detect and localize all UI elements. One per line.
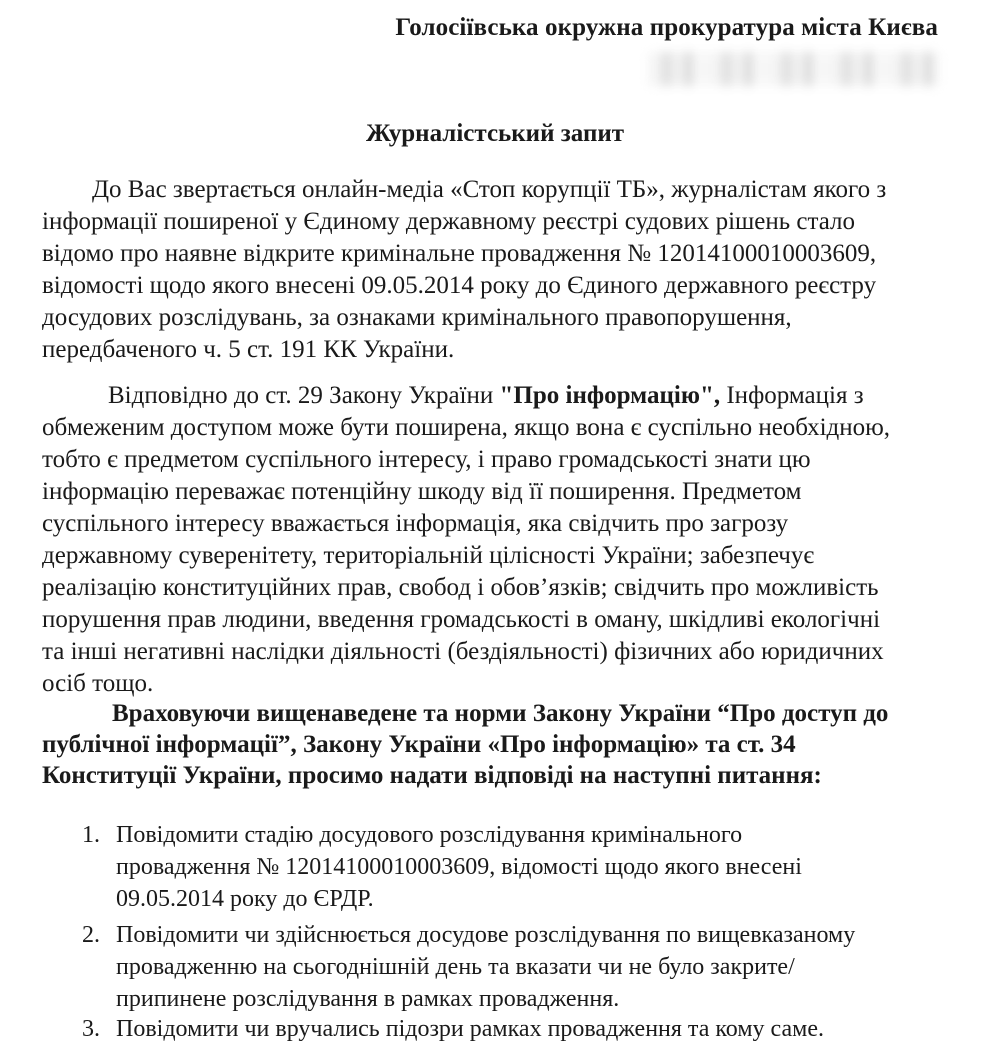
question-1-line-1: Повідомити стадію досудового розслідування кримінального <box>116 822 743 848</box>
question-1-line-3: 09.05.2014 року до ЄРДР. <box>116 886 374 912</box>
question-2-number: 2. <box>82 922 100 948</box>
redacted-area <box>648 52 940 86</box>
question-2-line-2: провадженню на сьогоднішній день та вказати чи не було закрите/ <box>116 954 795 980</box>
request-line-2: публічної інформації”, Закону України «Про інформацію» та ст. 34 <box>42 731 796 758</box>
p1-line-6: передбаченого ч. 5 ст. 191 КК України. <box>42 336 455 363</box>
p2-line-10: осіб тощо. <box>42 670 154 697</box>
p2-line-5: суспільного інтересу вважається інформація, яка свідчить про загрозу <box>42 510 789 537</box>
question-2-line-1: Повідомити чи здійснюється досудове розслідування по вищевказаному <box>116 922 856 948</box>
p1-line-4: відомості щодо якого внесені 09.05.2014 року до Єдиного державного реєстру <box>42 272 877 299</box>
p2-line-1-prefix: Відповідно до ст. 29 Закону України <box>108 382 500 409</box>
p1-line-5: досудових розслідувань, за ознаками кримінального правопорушення, <box>42 304 792 331</box>
question-1-number: 1. <box>82 822 100 848</box>
question-3-number: 3. <box>82 1016 100 1042</box>
addressee-header: Голосіївська окружна прокуратура міста Києва <box>395 14 938 41</box>
p2-line-6: державному суверенітету, територіальній цілісності України; забезпечує <box>42 542 815 569</box>
request-line-1: Враховуючи вищенаведене та норми Закону України “Про доступ до <box>112 700 889 727</box>
p2-law-title: "Про інформацію", <box>499 382 721 409</box>
p2-line-1 <box>108 382 864 410</box>
p2-line-1-suffix: Інформація з <box>720 382 864 409</box>
p2-line-2: обмеженим доступом може бути поширена, якщо вона є суспільно необхідною, <box>42 414 891 441</box>
question-3-line-1: Повідомити чи вручались підозри рамках провадження та кому саме. <box>116 1016 824 1042</box>
p2-line-7: реалізацію конституційних прав, свобод і обов’язків; свідчить про можливість <box>42 574 879 601</box>
p2-line-8: порушення прав людини, введення громадськості в оману, шкідливі екологічні <box>42 606 881 633</box>
p1-line-2: інформації поширеної у Єдиному державному реєстрі судових рішень стало <box>42 208 856 235</box>
p2-line-9: та інші негативні наслідки діяльності (бездіяльності) фізичних або юридичних <box>42 638 884 665</box>
p2-line-4: інформацію переважає потенційну шкоду від її поширення. Предметом <box>42 478 802 505</box>
question-2-line-3: припинене розслідування в рамках провадження. <box>116 986 620 1012</box>
request-line-3: Конституції України, просимо надати відповіді на наступні питання: <box>42 762 822 789</box>
p1-line-3: відомо про наявне відкрите кримінальне провадження № 12014100010003609, <box>42 240 877 267</box>
p1-line-1: До Вас звертається онлайн-медіа «Стоп корупції ТБ», журналістам якого з <box>92 176 887 203</box>
document-title: Журналістський запит <box>365 120 625 147</box>
p2-line-3: тобто є предметом суспільного інтересу, і право громадськості знати цю <box>42 446 811 473</box>
question-1-line-2: провадження № 12014100010003609, відомості щодо якого внесені <box>116 854 802 880</box>
